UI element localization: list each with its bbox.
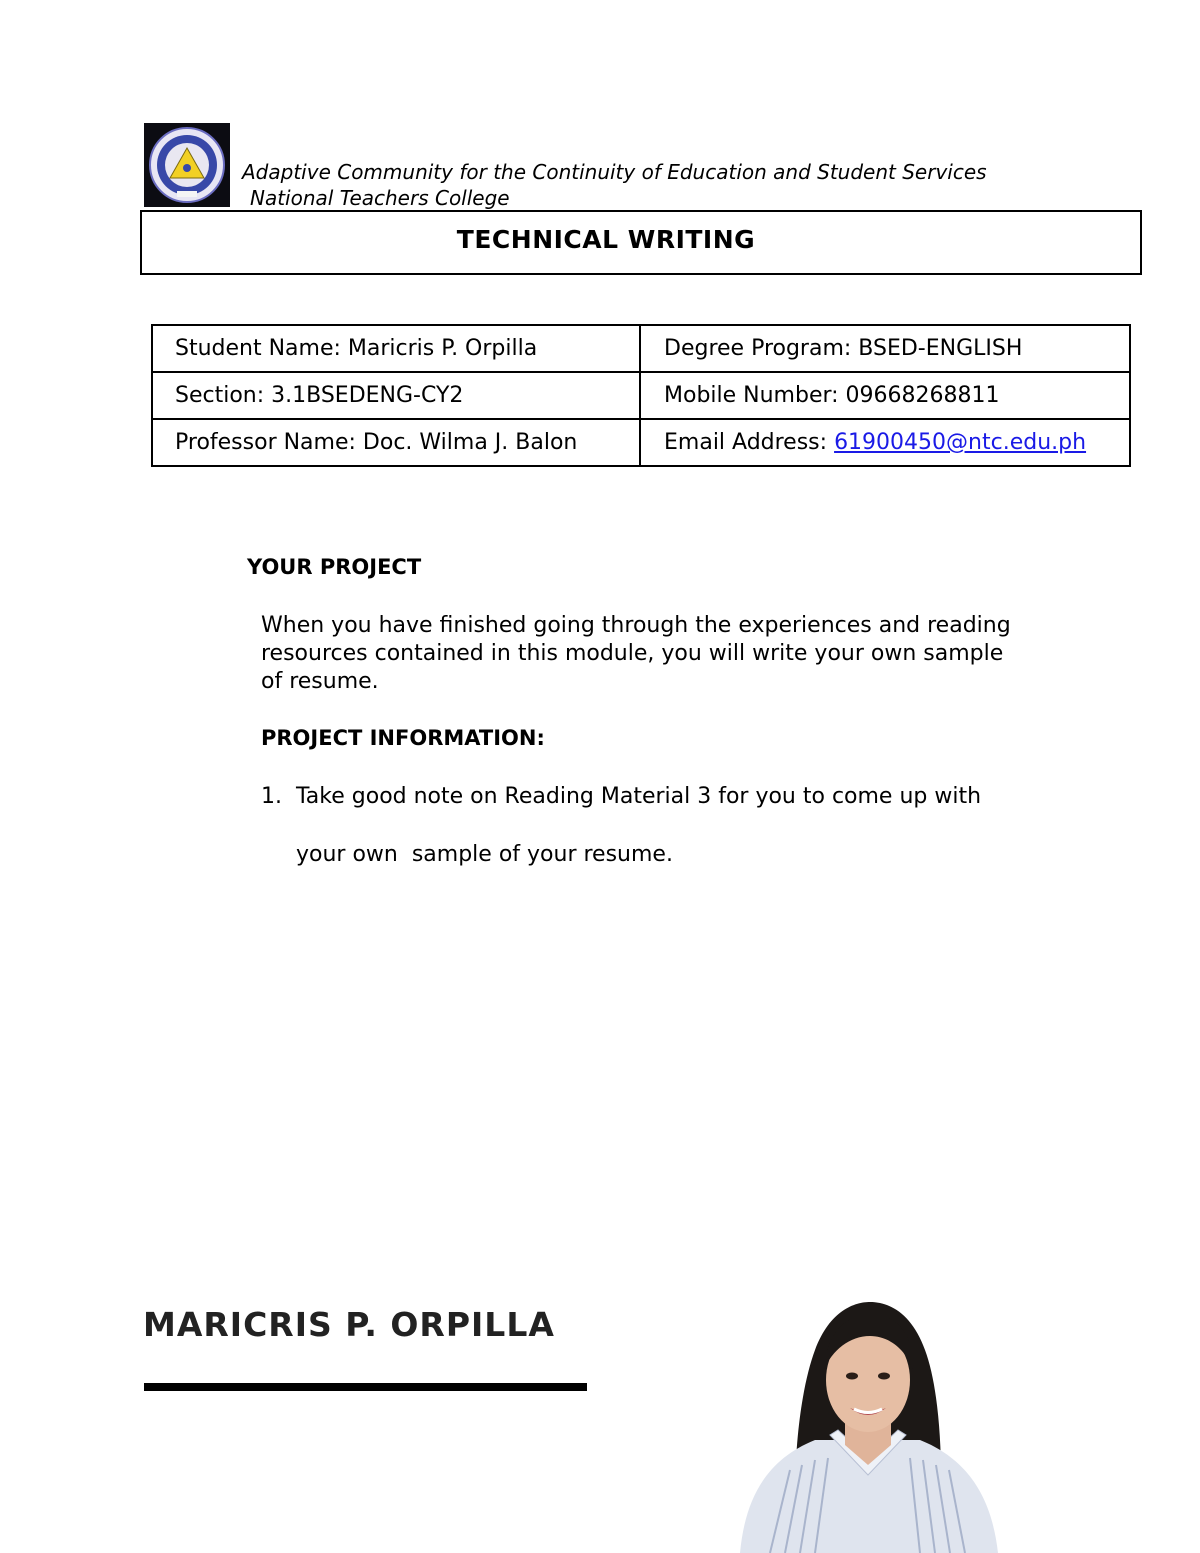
school-name: National Teachers College [250, 186, 510, 210]
project-heading: YOUR PROJECT [247, 555, 422, 579]
name-underline [144, 1383, 587, 1391]
mobile-number-cell: Mobile Number: 09668268811 [640, 372, 1130, 419]
table-row [152, 372, 1130, 419]
professor-name-cell: Professor Name: Doc. Wilma J. Balon [152, 419, 640, 466]
project-description: When you have finished going through the experiences and reading resources contained in this module, you will write your own sample of resume. [261, 613, 1011, 694]
org-name: Adaptive Community for the Continuity of Education and Student Services [242, 160, 987, 184]
course-title-box [140, 210, 1142, 275]
student-info-table [151, 324, 1131, 467]
table-row [152, 325, 1130, 372]
profile-photo [720, 1270, 1016, 1553]
resume-name: MARICRIS P. ORPILLA [143, 1305, 555, 1344]
list-item-line-1: Take good note on Reading Material 3 for you to come up with [296, 784, 982, 809]
section-cell: Section: 3.1BSEDENG-CY2 [152, 372, 640, 419]
list-item-number: 1. [261, 784, 282, 809]
list-item-line-2: your own sample of your resume. [296, 842, 673, 867]
table-row [152, 419, 1130, 466]
email-link[interactable]: 61900450@ntc.edu.ph [834, 430, 1087, 455]
student-name-cell: Student Name: Maricris P. Orpilla [152, 325, 640, 372]
degree-program-cell: Degree Program: BSED-ENGLISH [640, 325, 1130, 372]
email-address-cell [640, 419, 1130, 466]
course-title: TECHNICAL WRITING [456, 225, 756, 254]
email-label: Email Address: [664, 430, 835, 455]
project-info-heading: PROJECT INFORMATION: [261, 726, 545, 750]
school-logo [144, 123, 230, 207]
